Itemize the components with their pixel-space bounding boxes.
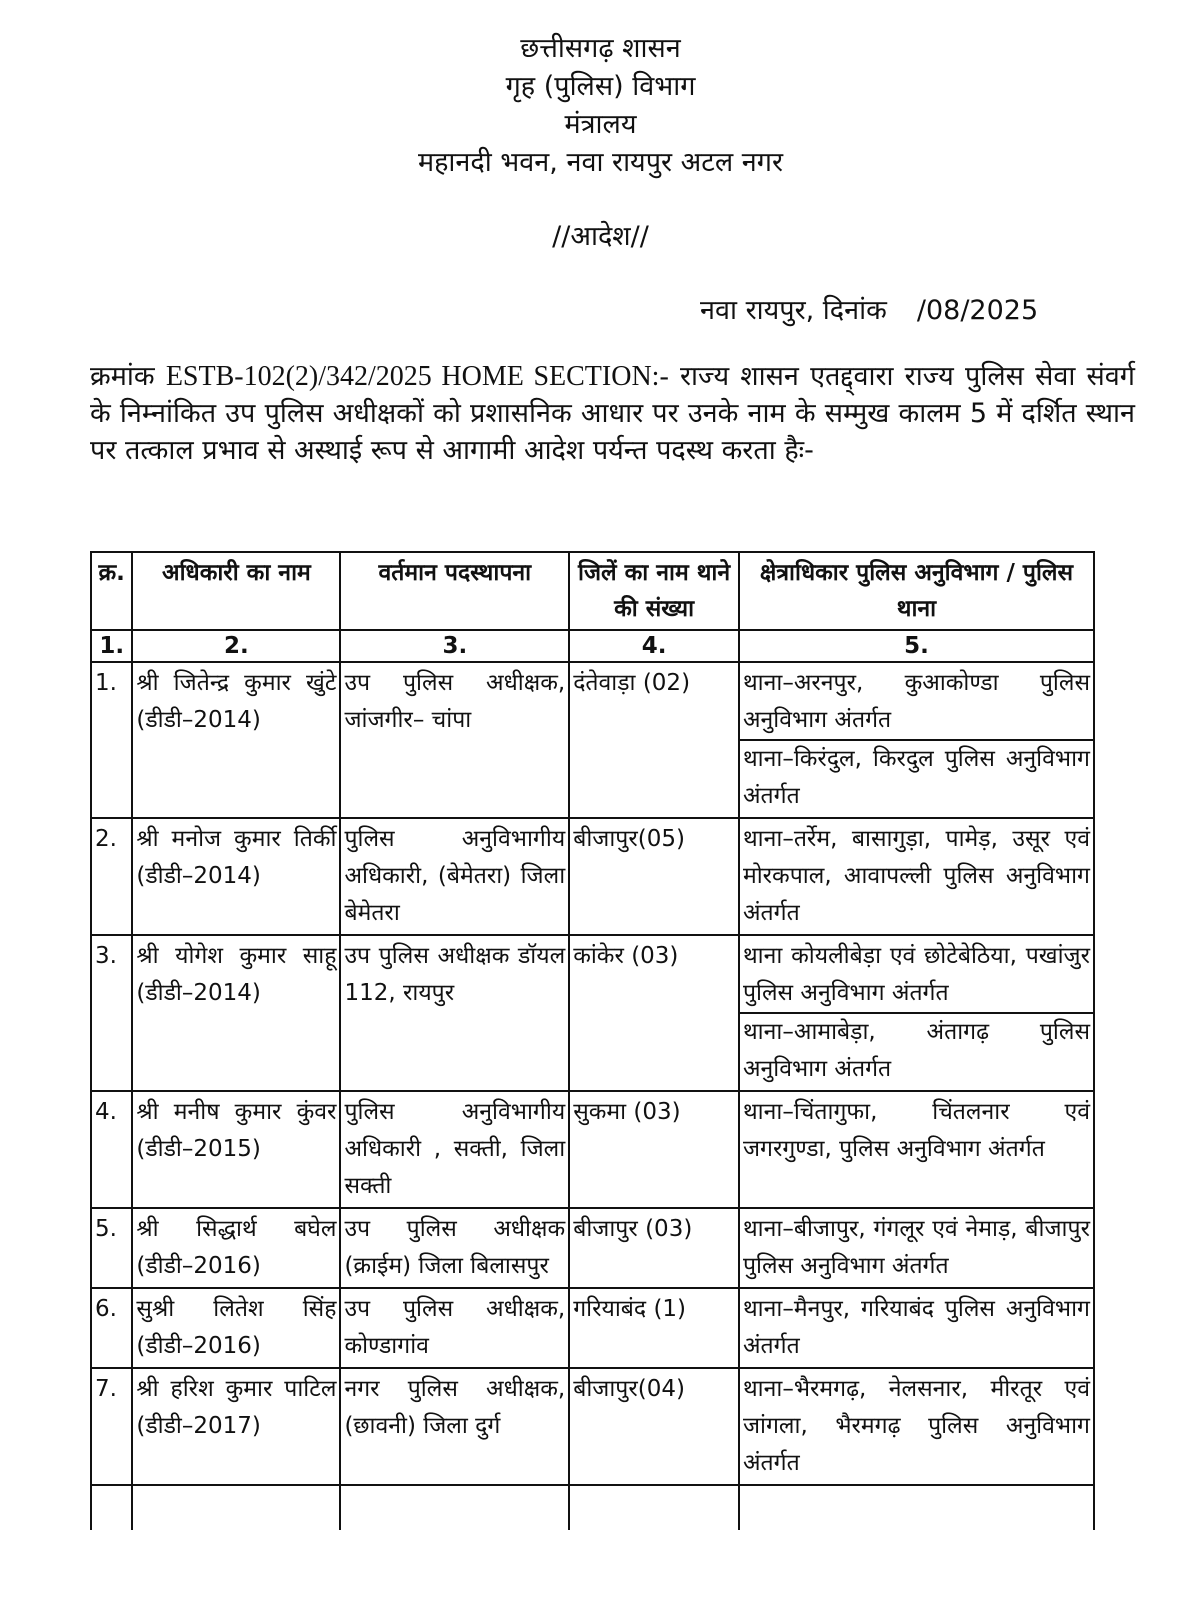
jurisdiction-entry: थाना–भैरमगढ़, नेलसनार, मीरतूर एवं जांगला, भैरमगढ़ पुलिस अनुविभाग अंतर्गत <box>742 1376 1090 1476</box>
col-number: 2. <box>132 630 340 662</box>
cell-officer-name: श्री मनीष कुमार कुंवर (डीडी–2015) <box>132 1091 340 1208</box>
posting-table <box>90 551 1095 1530</box>
column-number-row <box>91 630 1094 662</box>
table-row <box>91 1368 1094 1485</box>
cell-district: कांकेर (03) <box>569 935 739 1091</box>
cell-officer-name: श्री योगेश कुमार साहू (डीडी–2014) <box>132 935 340 1091</box>
cell-jurisdiction <box>739 662 1094 818</box>
table-header-row <box>91 552 1094 630</box>
dateline-place: नवा रायपुर, दिनांक <box>700 295 887 326</box>
jurisdiction-entry: थाना कोयलीबेड़ा एवं छोटेबेठिया, पखांजुर पुलिस अनुविभाग अंतर्गत <box>742 943 1090 1006</box>
ministry-name: मंत्रालय <box>564 109 637 140</box>
cell-officer-name: श्री हरिश कुमार पाटिल (डीडी–2017) <box>132 1368 340 1485</box>
cell-current-posting: उप पुलिस अधीक्षक डॉयल 112, रायपुर <box>340 935 569 1091</box>
table-row <box>91 935 1094 1091</box>
col-number: 4. <box>569 630 739 662</box>
cell-district: बीजापुर(05) <box>569 818 739 935</box>
jurisdiction-entry: थाना–किरंदुल, किरदुल पुलिस अनुविभाग अंतर्गत <box>740 739 1093 815</box>
cell-jurisdiction <box>739 1288 1094 1368</box>
col-header-sn: क्र. <box>91 552 132 630</box>
table-row <box>91 1288 1094 1368</box>
dateline <box>700 290 1038 327</box>
government-name: छत्तीसगढ़ शासन <box>520 33 681 64</box>
order-intro-paragraph <box>90 358 1135 469</box>
cell-district: बीजापुर(04) <box>569 1368 739 1485</box>
table-row <box>91 818 1094 935</box>
office-address: महानदी भवन, नवा रायपुर अटल नगर <box>417 147 784 178</box>
col-header-current-posting: वर्तमान पदस्थापना <box>340 552 569 630</box>
cell-sn: 5. <box>91 1208 132 1288</box>
cell-jurisdiction <box>739 935 1094 1091</box>
cell-jurisdiction <box>739 1368 1094 1485</box>
letterhead <box>0 30 1201 182</box>
cell-current-posting: पुलिस अनुविभागीय अधिकारी, (बेमेतरा) जिला बेमेतरा <box>340 818 569 935</box>
cell-jurisdiction <box>739 818 1094 935</box>
jurisdiction-entry: थाना–तर्रेम, बासागुड़ा, पामेड़, उसूर एवं मोरकपाल, आवापल्ली पुलिस अनुविभाग अंतर्गत <box>742 826 1090 926</box>
col-number: 3. <box>340 630 569 662</box>
jurisdiction-entry: थाना–आमाबेड़ा, अंतागढ़ पुलिस अनुविभाग अंतर्गत <box>740 1012 1093 1088</box>
table-row <box>91 1208 1094 1288</box>
cell-officer-name: श्री जितेन्द्र कुमार खुंटे (डीडी–2014) <box>132 662 340 818</box>
cell-district: बीजापुर (03) <box>569 1208 739 1288</box>
cell-current-posting: उप पुलिस अधीक्षक (क्राईम) जिला बिलासपुर <box>340 1208 569 1288</box>
department-name: गृह (पुलिस) विभाग <box>505 71 696 102</box>
cell-district: दंतेवाड़ा (02) <box>569 662 739 818</box>
cell-jurisdiction <box>739 1208 1094 1288</box>
col-number: 5. <box>739 630 1094 662</box>
col-header-name: अधिकारी का नाम <box>132 552 340 630</box>
cell-current-posting: नगर पुलिस अधीक्षक, (छावनी) जिला दुर्ग <box>340 1368 569 1485</box>
table-row <box>91 662 1094 818</box>
dateline-date: /08/2025 <box>916 295 1039 326</box>
col-header-jurisdiction: क्षेत्राधिकार पुलिस अनुविभाग / पुलिस थाना <box>739 552 1094 630</box>
cell-jurisdiction <box>739 1091 1094 1208</box>
cell-officer-name: श्री सिद्धार्थ बघेल (डीडी–2016) <box>132 1208 340 1288</box>
cell-sn: 4. <box>91 1091 132 1208</box>
cell-sn: 6. <box>91 1288 132 1368</box>
cell-current-posting: उप पुलिस अधीक्षक, कोण्डागांव <box>340 1288 569 1368</box>
col-number: 1. <box>91 630 132 662</box>
jurisdiction-entry: थाना–अरनपुर, कुआकोण्डा पुलिस अनुविभाग अंतर्गत <box>742 670 1090 733</box>
jurisdiction-entry: थाना–चिंतागुफा, चिंतलनार एवं जगरगुण्डा, पुलिस अनुविभाग अंतर्गत <box>742 1099 1090 1162</box>
order-prefix: क्रमांक <box>90 361 155 392</box>
order-reference: ESTB-102(2)/342/2025 HOME SECTION:- <box>165 361 669 392</box>
cell-officer-name: श्री मनोज कुमार तिर्की (डीडी–2014) <box>132 818 340 935</box>
cell-district: गरियाबंद (1) <box>569 1288 739 1368</box>
cell-officer-name: सुश्री लितेश सिंह (डीडी–2016) <box>132 1288 340 1368</box>
table-row <box>91 1091 1094 1208</box>
cell-sn: 1. <box>91 662 132 818</box>
order-title: //आदेश// <box>552 221 649 252</box>
cell-sn: 3. <box>91 935 132 1091</box>
jurisdiction-entry: थाना–बीजापुर, गंगलूर एवं नेमाड़, बीजापुर पुलिस अनुविभाग अंतर्गत <box>742 1216 1090 1279</box>
cell-district: सुकमा (03) <box>569 1091 739 1208</box>
cell-current-posting: पुलिस अनुविभागीय अधिकारी , सक्ती, जिला सक्ती <box>340 1091 569 1208</box>
cell-current-posting: उप पुलिस अधीक्षक, जांजगीर– चांपा <box>340 662 569 818</box>
jurisdiction-entry: थाना–मैनपुर, गरियाबंद पुलिस अनुविभाग अंतर्गत <box>742 1296 1090 1359</box>
order-text: राज्य शासन एतद्द्वारा राज्य पुलिस सेवा संवर्ग के निम्नांकित उप पुलिस अधीक्षकों को प्रशासनिक आधार पर उनके नाम के सम्मुख कालम 5 में दर्शित स्थान पर तत्काल प्रभाव से अस्थाई रूप से आगामी आदेश पर्यन्त पदस्थ करता हैः- <box>90 361 1135 466</box>
cell-sn: 7. <box>91 1368 132 1485</box>
table-row-continued <box>91 1485 1094 1530</box>
col-header-district: जिलें का नाम थाने की संख्या <box>569 552 739 630</box>
cell-sn: 2. <box>91 818 132 935</box>
